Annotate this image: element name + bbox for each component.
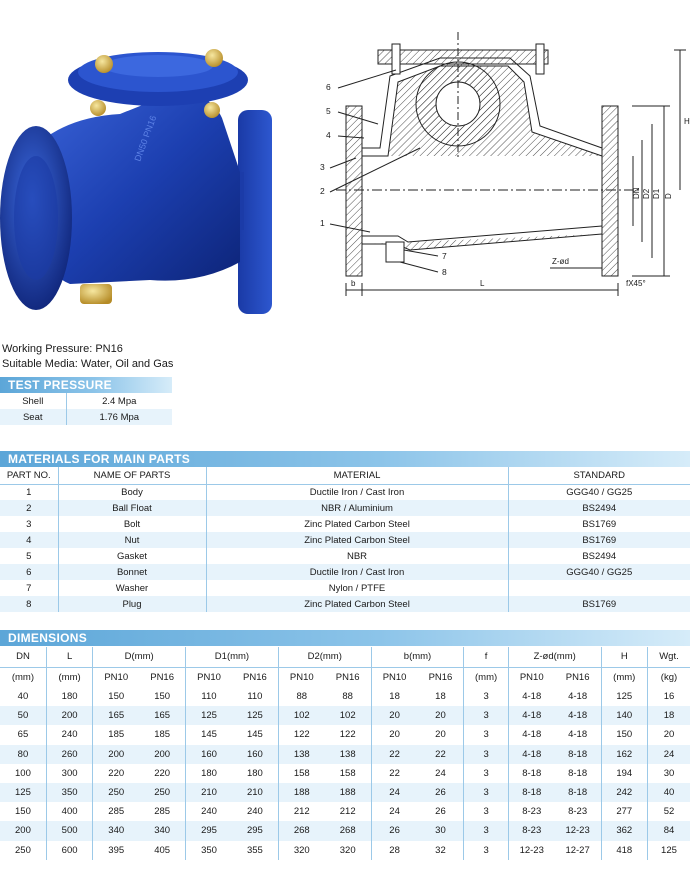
test-value: 2.4 Mpa xyxy=(102,395,137,407)
materials-cell-standard: BS1769 xyxy=(508,532,690,548)
dimensions-cell: 110 xyxy=(247,691,263,703)
materials-cell-material: Ductile Iron / Cast Iron xyxy=(206,564,508,580)
col-d1: D1(mm) xyxy=(186,647,279,667)
unit-d-pn10: PN10 xyxy=(93,667,139,687)
dimensions-cell: 20 xyxy=(418,706,464,725)
col-b: b(mm) xyxy=(371,647,464,667)
table-row xyxy=(0,500,690,516)
table-row xyxy=(0,409,172,425)
dimensions-cell: 355 xyxy=(246,844,263,856)
dimensions-cell: 3 xyxy=(464,706,508,725)
dim-d: D xyxy=(664,193,673,199)
dimensions-cell: 3 xyxy=(464,725,508,744)
dimensions-cell: 8-18 xyxy=(508,764,554,783)
unit-z-pn16: PN16 xyxy=(565,671,590,683)
dimensions-cell: 20 xyxy=(371,706,417,725)
table-row xyxy=(0,548,690,564)
dimensions-cell: 165 xyxy=(139,706,185,725)
dimensions-cell: 3 xyxy=(464,745,508,764)
dimensions-table xyxy=(0,647,690,860)
dimensions-cell: 52 xyxy=(647,802,690,821)
dimensions-cell: 26 xyxy=(418,783,464,802)
dimensions-cell: 125 xyxy=(601,687,647,706)
dimensions-cell: 3 xyxy=(464,764,508,783)
materials-cell-name: Gasket xyxy=(58,548,206,564)
dimensions-cell: 158 xyxy=(278,764,324,783)
dimensions-cell: 185 xyxy=(93,725,139,744)
materials-cell-no: 6 xyxy=(0,564,58,580)
dimensions-cell: 150 xyxy=(93,687,139,706)
dimensions-cell: 100 xyxy=(15,767,31,779)
dimensions-cell: 200 xyxy=(93,745,139,764)
dimensions-cell: 28 xyxy=(371,841,417,860)
dimensions-cell: 8-18 xyxy=(508,783,554,802)
dimensions-cell: 400 xyxy=(46,802,92,821)
dimensions-cell: 180 xyxy=(186,764,232,783)
materials-cell-standard xyxy=(508,580,690,596)
dimensions-cell: 3 xyxy=(464,783,508,802)
dimensions-cell: 268 xyxy=(278,821,324,840)
dimensions-cell: 4-18 xyxy=(508,687,554,706)
unit-d2-pn16: PN16 xyxy=(335,671,360,683)
dimensions-cell: 200 xyxy=(46,706,92,725)
table-row xyxy=(0,802,690,821)
test-pressure-header: TEST PRESSURE xyxy=(0,377,172,393)
dimensions-cell: 210 xyxy=(232,783,278,802)
dimensions-cell: 125 xyxy=(186,706,232,725)
dimensions-cell: 220 xyxy=(93,764,139,783)
materials-cell-name: Washer xyxy=(58,580,206,596)
dimensions-cell: 150 xyxy=(15,806,31,818)
dimensions-cell: 30 xyxy=(418,821,464,840)
dim-f: fX45° xyxy=(626,279,646,288)
dimensions-cell: 138 xyxy=(325,745,371,764)
materials-cell-no: 5 xyxy=(26,550,32,562)
materials-cell-standard: BS2494 xyxy=(508,548,690,564)
col-name: NAME OF PARTS xyxy=(58,467,206,484)
dimensions-cell: 24 xyxy=(371,802,417,821)
unit-dn: (mm) xyxy=(11,671,35,683)
materials-cell-material: Ductile Iron / Cast Iron xyxy=(206,484,508,500)
dimensions-cell: 24 xyxy=(435,767,446,779)
materials-cell-name: Bonnet xyxy=(58,564,206,580)
dimensions-cell: 40 xyxy=(647,783,690,802)
dimensions-cell: 240 xyxy=(186,802,232,821)
dimensions-cell: 12-23 xyxy=(555,821,601,840)
unit-z-pn10: PN10 xyxy=(508,667,554,687)
dimensions-cell: 145 xyxy=(246,729,263,741)
test-label: Seat xyxy=(0,409,66,425)
dimensions-cell: 260 xyxy=(46,745,92,764)
bolt-icon xyxy=(95,55,113,73)
dimensions-cell: 20 xyxy=(435,729,446,741)
table-row xyxy=(0,725,690,744)
dimensions-cell: 350 xyxy=(46,783,92,802)
dimensions-cell: 102 xyxy=(278,706,324,725)
callout-6: 6 xyxy=(326,82,331,92)
dimensions-cell: 220 xyxy=(154,767,171,779)
dimensions-cell: 8-23 xyxy=(568,806,588,818)
dimensions-cell: 8-18 xyxy=(568,767,588,779)
materials-cell-no: 2 xyxy=(0,500,58,516)
spec-info xyxy=(2,342,173,372)
svg-text:DN50 PN16: DN50 PN16 xyxy=(132,114,159,163)
dimensions-cell: 158 xyxy=(339,767,356,779)
test-value: 1.76 Mpa xyxy=(66,409,172,425)
dimensions-cell: 150 xyxy=(154,691,171,703)
table-row xyxy=(0,687,690,706)
dimensions-cell: 4-18 xyxy=(508,745,554,764)
dimensions-cell: 160 xyxy=(232,745,278,764)
table-row xyxy=(0,516,690,532)
materials-cell-no: 8 xyxy=(0,596,58,612)
dimensions-cell: 268 xyxy=(325,821,371,840)
dimensions-cell: 340 xyxy=(139,821,185,840)
dimensions-cell: 277 xyxy=(601,802,647,821)
materials-cell-material: NBR xyxy=(206,548,508,564)
dimensions-cell: 240 xyxy=(46,725,92,744)
table-row xyxy=(0,532,690,548)
callout-2: 2 xyxy=(320,186,325,196)
callout-7: 7 xyxy=(442,251,447,261)
dimensions-cell: 200 xyxy=(0,821,46,840)
materials-cell-material: Zinc Plated Carbon Steel xyxy=(206,596,508,612)
dimensions-cell: 18 xyxy=(371,687,417,706)
materials-cell-name: Body xyxy=(58,484,206,500)
table-header-row xyxy=(0,647,690,667)
materials-table xyxy=(0,467,690,612)
materials-cell-material: NBR / Aluminium xyxy=(206,500,508,516)
callout-3: 3 xyxy=(320,162,325,172)
dimensions-cell: 110 xyxy=(186,687,232,706)
valve-photo xyxy=(0,22,280,322)
col-z: Z-ød(mm) xyxy=(508,647,601,667)
dimensions-cell: 185 xyxy=(154,729,171,741)
dimensions-cell: 12-27 xyxy=(565,844,590,856)
dimensions-cell: 102 xyxy=(325,706,371,725)
dimensions-cell: 210 xyxy=(186,783,232,802)
dimensions-cell: 125 xyxy=(647,841,690,860)
col-wgt: Wgt. xyxy=(647,647,690,667)
bolt-icon xyxy=(205,49,223,67)
materials-cell-no: 4 xyxy=(0,532,58,548)
dim-b: b xyxy=(351,279,356,288)
working-pressure: Working Pressure: PN16 xyxy=(2,343,123,355)
dimensions-cell: 3 xyxy=(464,821,508,840)
dim-z: Z-ød xyxy=(552,257,569,266)
unit-b-pn10: PN10 xyxy=(371,667,417,687)
dimensions-cell: 188 xyxy=(278,783,324,802)
table-row xyxy=(0,484,690,500)
dimensions-cell: 122 xyxy=(278,725,324,744)
dimensions-cell: 194 xyxy=(601,764,647,783)
dimensions-cell: 350 xyxy=(186,841,232,860)
materials-cell-standard: BS2494 xyxy=(508,500,690,516)
col-material: MATERIAL xyxy=(206,467,508,484)
dimensions-cell: 4-18 xyxy=(508,706,554,725)
dim-d2: D2 xyxy=(642,188,651,199)
table-row xyxy=(0,764,690,783)
materials-cell-name: Ball Float xyxy=(58,500,206,516)
unit-wgt: (kg) xyxy=(647,667,690,687)
dimensions-cell: 88 xyxy=(278,687,324,706)
col-part-no: PART NO. xyxy=(0,467,58,484)
dimensions-cell: 250 xyxy=(139,783,185,802)
dimensions-cell: 242 xyxy=(601,783,647,802)
dimensions-cell: 150 xyxy=(601,725,647,744)
drain-plug xyxy=(80,284,112,304)
unit-d1-pn10: PN10 xyxy=(186,667,232,687)
dimensions-cell: 320 xyxy=(339,844,356,856)
table-row xyxy=(0,783,690,802)
dimensions-cell: 145 xyxy=(186,725,232,744)
table-header-row xyxy=(0,467,690,484)
table-row xyxy=(0,706,690,725)
callout-1: 1 xyxy=(320,218,325,228)
dimensions-cell: 320 xyxy=(278,841,324,860)
dimensions-cell: 138 xyxy=(278,745,324,764)
dimensions-cell: 8-23 xyxy=(508,802,554,821)
dimensions-cell: 80 xyxy=(0,745,46,764)
dim-h: H xyxy=(684,117,690,126)
col-d2: D2(mm) xyxy=(278,647,371,667)
dim-l: L xyxy=(480,279,485,288)
callout-4: 4 xyxy=(326,130,331,140)
dimensions-cell: 24 xyxy=(647,745,690,764)
dimensions-cell: 125 xyxy=(0,783,46,802)
dimensions-cell: 250 xyxy=(15,844,31,856)
dimensions-cell: 212 xyxy=(278,802,324,821)
bolt-icon xyxy=(204,102,220,118)
dimensions-cell: 500 xyxy=(46,821,92,840)
dimensions-cell: 295 xyxy=(186,821,232,840)
table-row xyxy=(0,841,690,860)
materials-cell-name: Bolt xyxy=(58,516,206,532)
materials-cell-standard: GGG40 / GG25 xyxy=(508,564,690,580)
materials-cell-standard: BS1769 xyxy=(508,516,690,532)
dimensions-cell: 32 xyxy=(435,844,446,856)
bolt-icon xyxy=(90,100,106,116)
dimensions-cell: 600 xyxy=(46,841,92,860)
dimensions-cell: 8-18 xyxy=(555,783,601,802)
materials-cell-no: 3 xyxy=(26,518,32,530)
col-dn: DN xyxy=(0,647,46,667)
dimensions-cell: 140 xyxy=(601,706,647,725)
dimensions-cell: 165 xyxy=(93,706,139,725)
dimensions-cell: 340 xyxy=(93,821,139,840)
dimensions-cell: 12-23 xyxy=(508,841,554,860)
dimensions-cell: 88 xyxy=(342,691,353,703)
dimensions-cell: 40 xyxy=(17,691,29,703)
test-label: Shell xyxy=(0,393,66,409)
dimensions-cell: 180 xyxy=(246,767,263,779)
dimensions-cell: 180 xyxy=(46,687,92,706)
dim-d1: D1 xyxy=(652,188,661,199)
dimensions-cell: 18 xyxy=(435,691,446,703)
table-row xyxy=(0,596,690,612)
dimensions-cell: 3 xyxy=(464,841,508,860)
unit-h: (mm) xyxy=(601,667,647,687)
callout-5: 5 xyxy=(326,106,331,116)
dimensions-cell: 295 xyxy=(232,821,278,840)
dimensions-cell: 395 xyxy=(93,841,139,860)
dim-dn: DN xyxy=(632,187,641,199)
unit-f: (mm) xyxy=(464,667,508,687)
dimensions-cell: 26 xyxy=(435,806,446,818)
dimensions-cell: 405 xyxy=(154,844,171,856)
dimensions-cell: 20 xyxy=(371,725,417,744)
dimensions-cell: 285 xyxy=(93,802,139,821)
dimensions-cell: 162 xyxy=(601,745,647,764)
dimensions-cell: 3 xyxy=(464,687,508,706)
dimensions-cell: 84 xyxy=(647,821,690,840)
dimensions-cell: 122 xyxy=(339,729,356,741)
unit-l: (mm) xyxy=(46,667,92,687)
suitable-media: Suitable Media: Water, Oil and Gas xyxy=(2,358,174,370)
dimensions-cell: 125 xyxy=(232,706,278,725)
materials-cell-standard: BS1769 xyxy=(508,596,690,612)
unit-d1-pn16: PN16 xyxy=(243,671,267,683)
dimensions-cell: 20 xyxy=(647,725,690,744)
dimensions-cell: 362 xyxy=(601,821,647,840)
col-h: H xyxy=(601,647,647,667)
dimensions-header: DIMENSIONS xyxy=(0,630,690,646)
dimensions-cell: 188 xyxy=(325,783,371,802)
materials-header: MATERIALS FOR MAIN PARTS xyxy=(0,451,690,467)
dimensions-cell: 30 xyxy=(647,764,690,783)
unit-d-pn16: PN16 xyxy=(150,671,174,683)
dimensions-cell: 4-18 xyxy=(568,729,588,741)
col-d: D(mm) xyxy=(93,647,186,667)
table-unit-row xyxy=(0,667,690,687)
dimensions-cell: 300 xyxy=(46,764,92,783)
dimensions-cell: 200 xyxy=(139,745,185,764)
materials-cell-standard: GGG40 / GG25 xyxy=(508,484,690,500)
materials-cell-name: Nut xyxy=(58,532,206,548)
materials-cell-material: Zinc Plated Carbon Steel xyxy=(206,532,508,548)
dimensions-cell: 22 xyxy=(371,745,417,764)
dimensions-cell: 8-18 xyxy=(555,745,601,764)
materials-cell-no: 1 xyxy=(26,486,32,498)
table-row xyxy=(0,393,172,409)
dimensions-cell: 16 xyxy=(647,687,690,706)
dimensions-cell: 250 xyxy=(93,783,139,802)
dimensions-cell: 285 xyxy=(154,806,171,818)
section-drawing xyxy=(300,28,700,306)
dimensions-cell: 160 xyxy=(186,745,232,764)
dimensions-cell: 22 xyxy=(418,745,464,764)
col-standard: STANDARD xyxy=(508,467,690,484)
materials-cell-material: Zinc Plated Carbon Steel xyxy=(206,516,508,532)
dimensions-cell: 4-18 xyxy=(568,691,588,703)
dimensions-cell: 65 xyxy=(17,729,29,741)
dimensions-cell: 240 xyxy=(246,806,263,818)
dimensions-cell: 3 xyxy=(464,802,508,821)
table-row xyxy=(0,580,690,596)
col-f: f xyxy=(464,647,508,667)
col-l: L xyxy=(46,647,92,667)
table-row xyxy=(0,821,690,840)
unit-b-pn16: PN16 xyxy=(428,671,453,683)
dimensions-cell: 4-18 xyxy=(508,725,554,744)
dimensions-cell: 418 xyxy=(601,841,647,860)
dimensions-cell: 22 xyxy=(371,764,417,783)
dimensions-cell: 26 xyxy=(371,821,417,840)
dimensions-cell: 212 xyxy=(339,806,356,818)
dimensions-cell: 18 xyxy=(647,706,690,725)
dimensions-cell: 50 xyxy=(0,706,46,725)
materials-cell-material: Nylon / PTFE xyxy=(206,580,508,596)
callout-8: 8 xyxy=(442,267,447,277)
unit-d2-pn10: PN10 xyxy=(278,667,324,687)
materials-cell-name: Plug xyxy=(58,596,206,612)
table-row xyxy=(0,564,690,580)
dimensions-cell: 8-23 xyxy=(508,821,554,840)
materials-cell-no: 7 xyxy=(26,582,32,594)
test-pressure-table xyxy=(0,393,172,425)
table-row xyxy=(0,745,690,764)
dimensions-cell: 24 xyxy=(371,783,417,802)
dimensions-cell: 4-18 xyxy=(555,706,601,725)
